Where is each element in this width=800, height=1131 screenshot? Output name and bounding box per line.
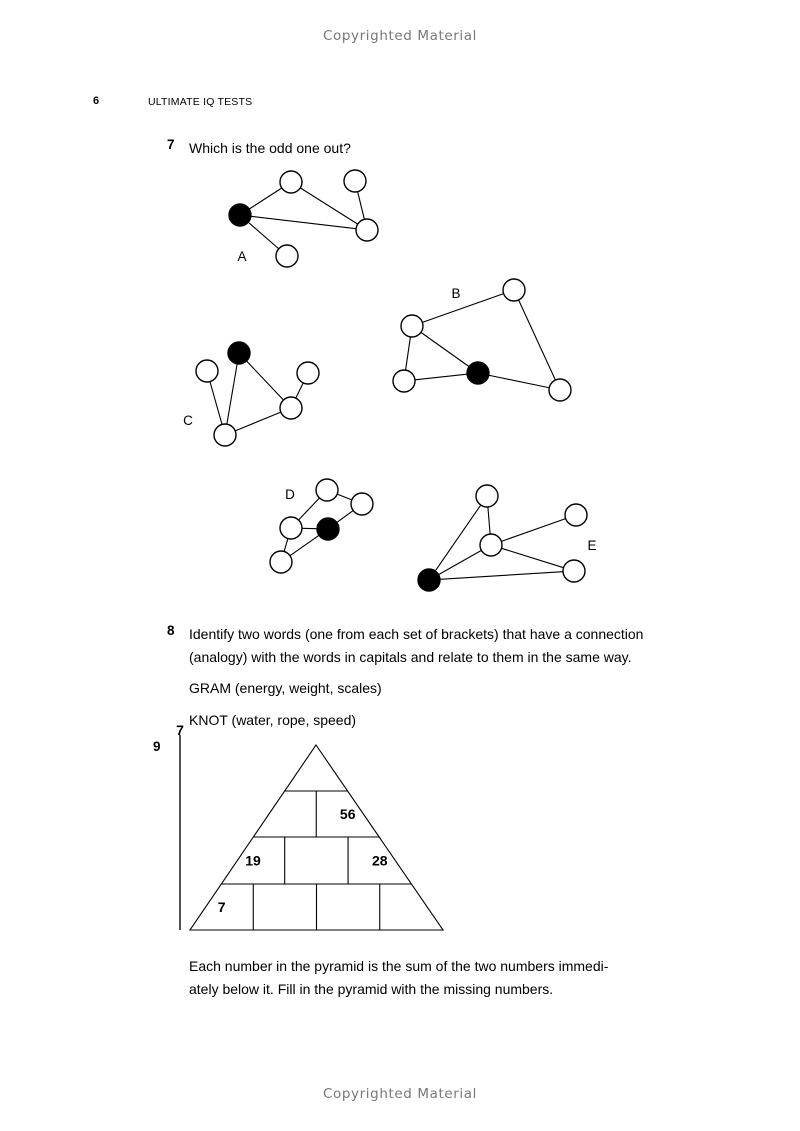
graph-node-empty — [563, 560, 585, 582]
graph-edge — [251, 216, 356, 228]
graph-edge — [489, 375, 549, 388]
graph-edge — [440, 572, 563, 580]
graph-edge — [337, 511, 353, 523]
graph-node-empty — [503, 279, 525, 301]
graph-node-empty — [297, 362, 319, 384]
question-9-caption-line-2: ately below it. Fill in the pyramid with the missing numbers. — [189, 980, 554, 997]
graph-option-a — [229, 170, 378, 267]
number-pyramid-figure — [176, 722, 455, 940]
graph-edge — [227, 364, 237, 424]
watermark-bottom: Copyrighted Material — [323, 1086, 477, 1102]
graph-edge — [435, 505, 480, 571]
graph-edge — [300, 188, 357, 224]
graph-node-filled — [317, 518, 339, 540]
graph-edge — [519, 300, 556, 380]
graph-node-empty — [280, 171, 302, 193]
question-8-prompt-line-2: (analogy) with the words in capitals and relate to them in the same way. — [189, 648, 632, 665]
question-8-item-1: GRAM (energy, weight, scales) — [189, 680, 382, 697]
question-8-number: 8 — [167, 623, 175, 638]
graph-node-empty — [401, 315, 423, 337]
question-9-caption — [189, 955, 659, 1000]
graph-edge — [299, 498, 320, 520]
graph-edge — [358, 192, 365, 220]
graph-node-empty — [196, 360, 218, 382]
page-folio-number: 6 — [93, 95, 100, 107]
graph-edge — [415, 374, 467, 380]
graph-node-empty — [356, 219, 378, 241]
question-7-number: 7 — [167, 137, 175, 152]
graph-edge — [337, 494, 352, 500]
graph-node-filled — [467, 362, 489, 384]
graph-edge — [488, 507, 490, 534]
graph-edge — [501, 548, 563, 567]
graph-edge — [284, 539, 288, 552]
question-9-caption-line-1: Each number in the pyramid is the sum of the two numbers immedi- — [189, 958, 609, 974]
pyramid-cell-value: 7 — [176, 722, 184, 738]
running-head: ULTIMATE IQ TESTS — [148, 96, 253, 108]
graph-edge — [501, 519, 565, 542]
graph-edge — [210, 382, 222, 425]
pyramid-cell-value: 19 — [245, 852, 261, 869]
graph-label-e: E — [587, 538, 597, 553]
watermark-top: Copyrighted Material — [323, 28, 477, 44]
graph-node-filled — [228, 342, 250, 364]
graph-node-filled — [229, 204, 251, 226]
graph-node-empty — [549, 379, 571, 401]
graph-node-empty — [565, 504, 587, 526]
graph-node-empty — [280, 517, 302, 539]
graph-edge — [422, 294, 503, 323]
graph-label-c: C — [183, 413, 193, 428]
graph-option-e — [418, 485, 597, 591]
question-8-item-2: KNOT (water, rope, speed) — [189, 712, 357, 729]
graph-edge — [296, 383, 303, 398]
graph-node-empty — [480, 534, 502, 556]
graph-node-empty — [270, 551, 292, 573]
question-9-number: 9 — [153, 739, 161, 754]
graph-edge — [406, 337, 411, 370]
pyramid-grid — [176, 722, 443, 930]
question-8-body — [189, 623, 657, 732]
graph-node-empty — [276, 245, 298, 267]
graph-label-a: A — [237, 249, 247, 264]
graph-edge — [248, 222, 278, 249]
graph-edge — [249, 188, 282, 209]
graph-node-empty — [280, 397, 302, 419]
question-8-prompt-line-1: Identify two words (one from each set of brackets) that have a connection — [189, 626, 644, 642]
pyramid-cell-value: 7 — [217, 899, 226, 915]
graph-node-empty — [393, 370, 415, 392]
graph-node-empty — [316, 479, 338, 501]
graph-edge — [247, 361, 284, 400]
graph-option-d — [270, 479, 373, 573]
graph-option-c — [183, 342, 319, 446]
graph-node-empty — [351, 493, 373, 515]
graph-node-filled — [418, 569, 440, 591]
question-7-prompt: Which is the odd one out? — [189, 140, 351, 156]
graph-option-b — [393, 279, 571, 401]
graph-edge — [439, 550, 482, 574]
graph-node-empty — [476, 485, 498, 507]
graph-edge — [235, 412, 281, 431]
graph-label-d: D — [285, 487, 295, 502]
pyramid-cell-value: 56 — [339, 806, 356, 822]
graph-node-empty — [344, 170, 366, 192]
graph-label-b: B — [451, 286, 461, 301]
graph-edge — [421, 332, 469, 366]
pyramid-cell-value: 28 — [371, 852, 388, 869]
graph-node-empty — [214, 424, 236, 446]
